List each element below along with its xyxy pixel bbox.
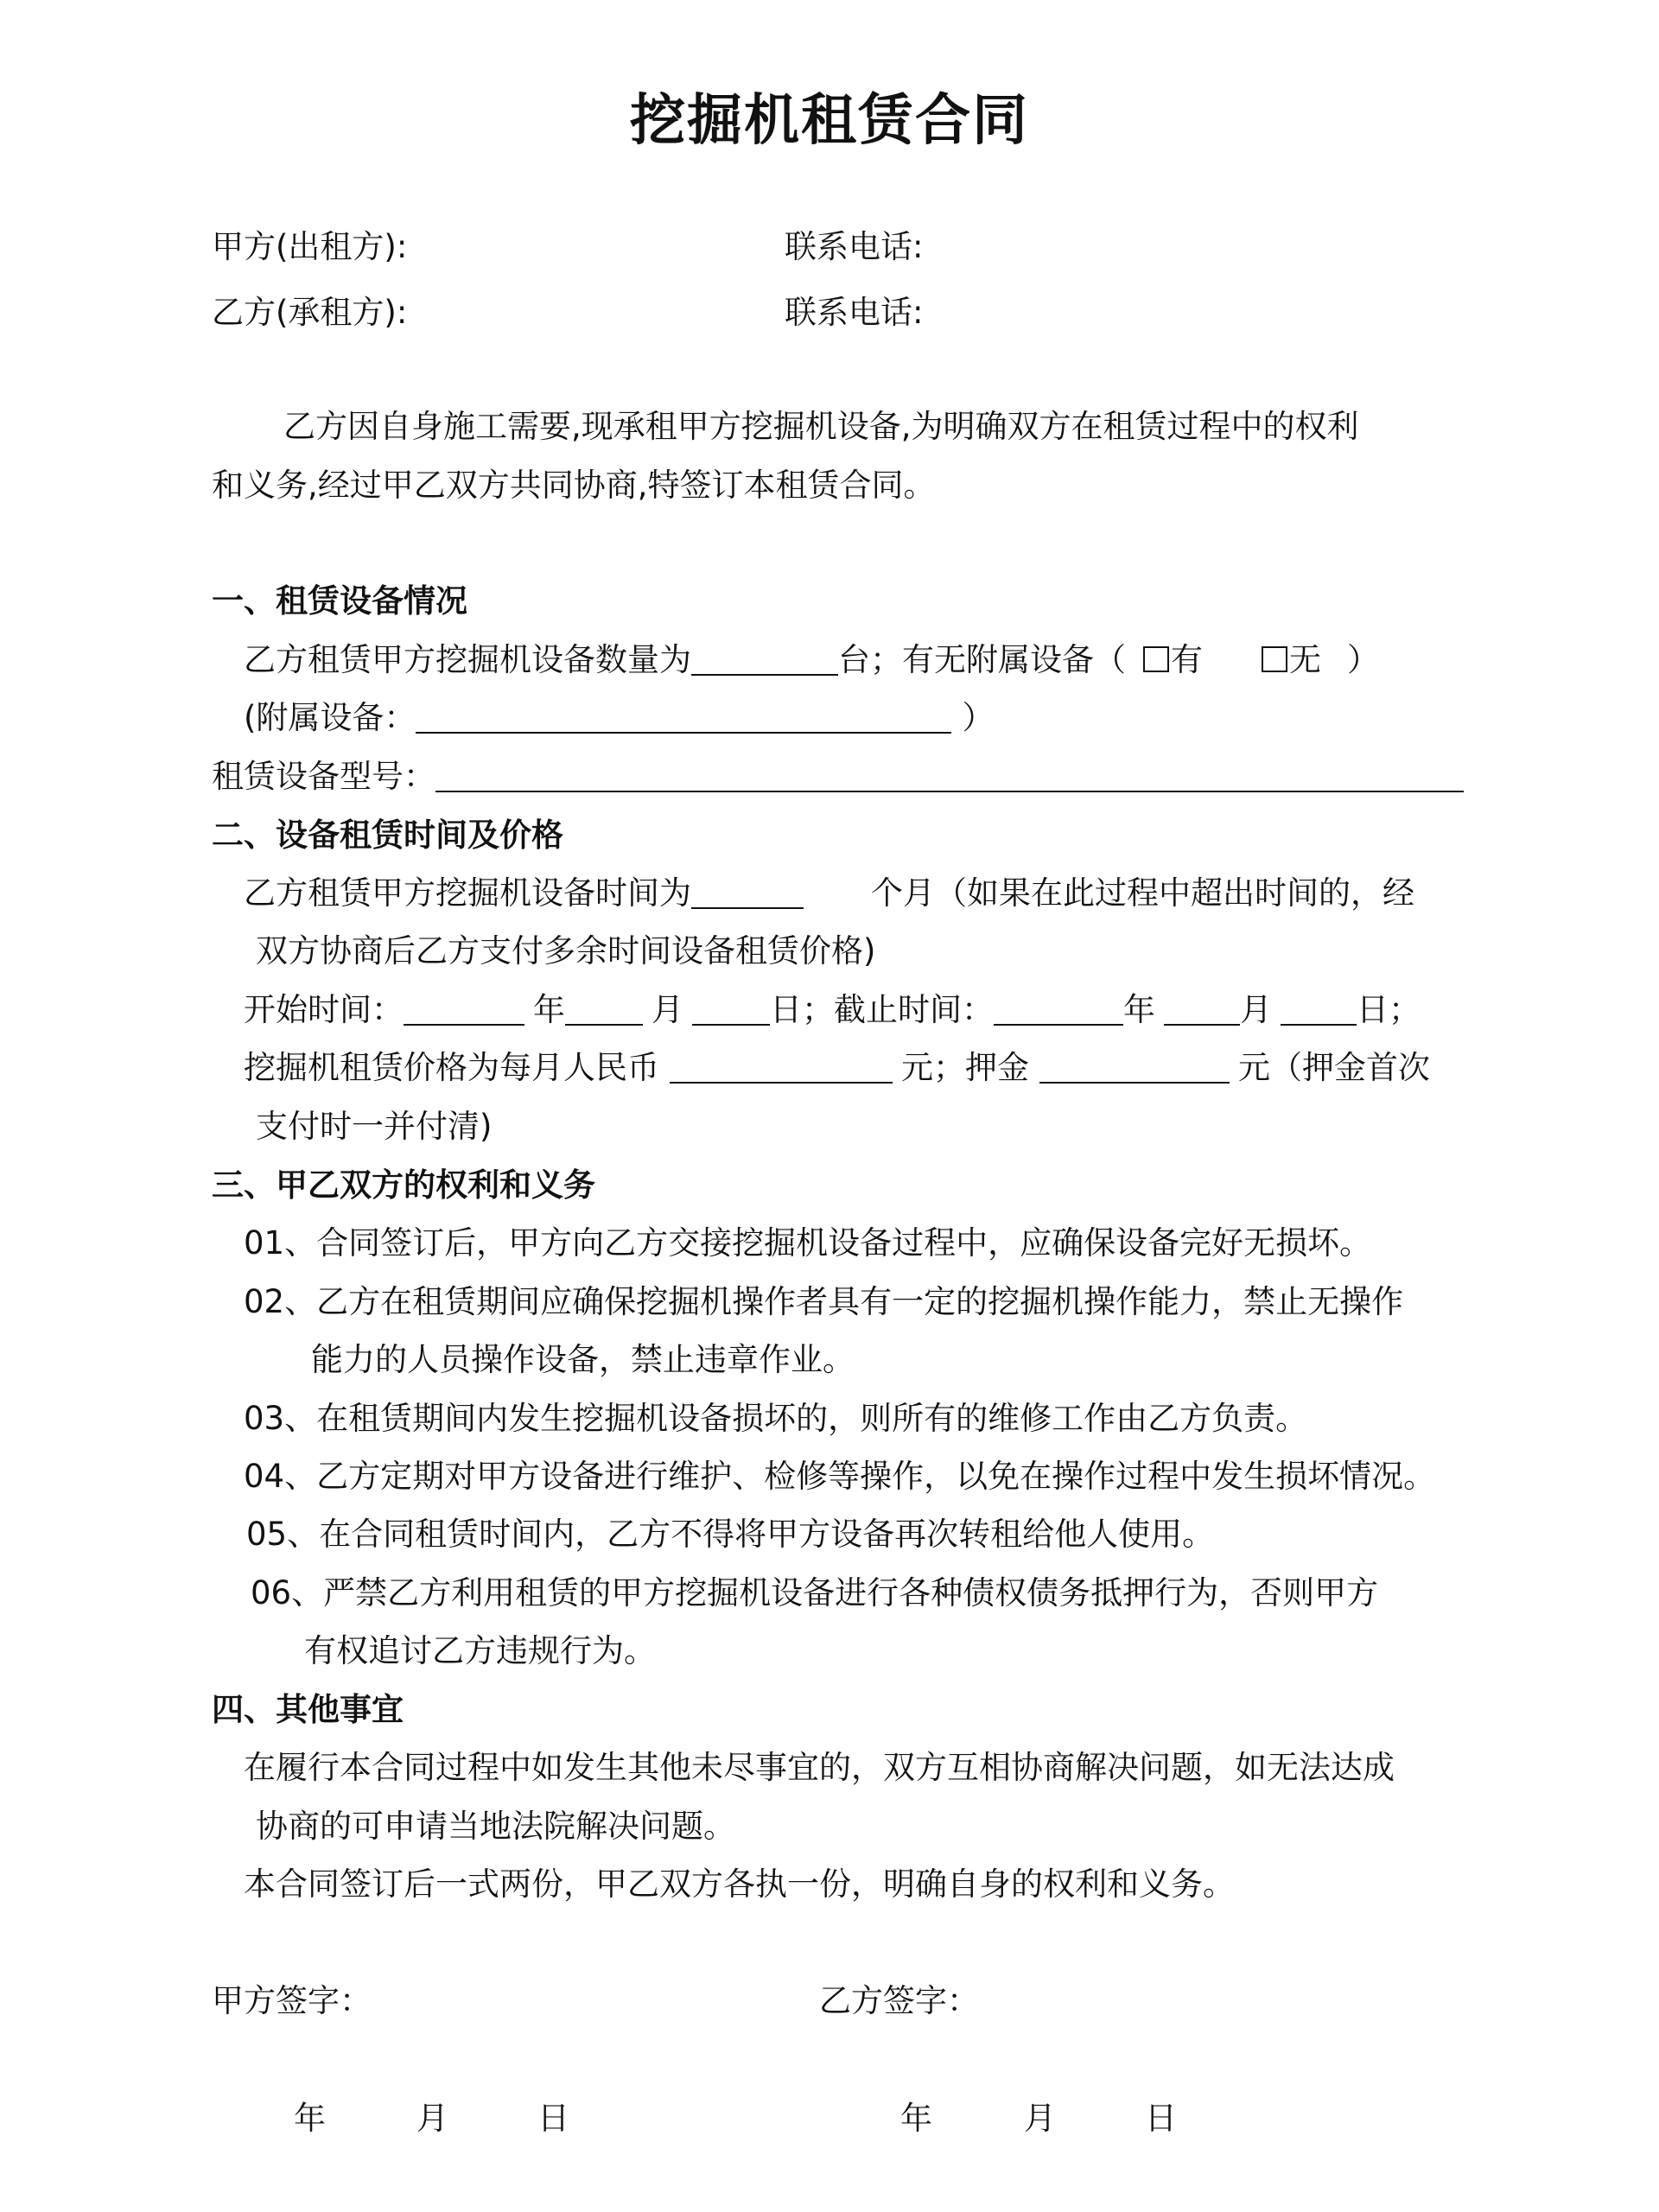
quantity-blank bbox=[691, 643, 838, 676]
model-label: 租赁设备型号： bbox=[212, 758, 435, 795]
attachment-yes-label: 有 bbox=[1171, 641, 1203, 678]
attachment-no-checkbox bbox=[1262, 646, 1287, 672]
deposit-blank bbox=[1039, 1051, 1230, 1084]
end-month: 月 bbox=[1240, 991, 1272, 1028]
clause-02-continued: 能力的人员操作设备，禁止违章作业。 bbox=[311, 1341, 855, 1378]
duration-line-2: 双方协商后乙方支付多余时间设备租赁价格) bbox=[256, 932, 876, 969]
party-a-sign-month: 月 bbox=[416, 2100, 448, 2137]
party-b-sign-year: 年 bbox=[900, 2100, 932, 2137]
start-day: 日； bbox=[770, 991, 834, 1028]
party-a-signature-label: 甲方签字： bbox=[212, 1982, 372, 2019]
monthly-price-blank bbox=[670, 1051, 893, 1084]
clause-02: 02、乙方在租赁期间应确保挖掘机操作者具有一定的挖掘机操作能力，禁止无操作 bbox=[244, 1283, 1404, 1320]
price-yuan: 元；押金 bbox=[901, 1049, 1029, 1086]
model-blank bbox=[435, 760, 1464, 792]
other-matters-line-2: 协商的可申请当地法院解决问题。 bbox=[256, 1808, 735, 1845]
clause-06: 06、严禁乙方利用租赁的甲方挖掘机设备进行各种债权债务抵押行为，否则甲方 bbox=[251, 1574, 1379, 1611]
date-range-line bbox=[244, 989, 1421, 1031]
equipment-quantity-line bbox=[244, 639, 1379, 681]
section-2-heading: 二、设备租赁时间及价格 bbox=[212, 817, 563, 854]
attach-suffix: ） bbox=[962, 699, 995, 736]
deposit-suffix: 元（押金首次 bbox=[1238, 1049, 1430, 1086]
section-3-heading: 三、甲乙双方的权利和义务 bbox=[212, 1166, 595, 1204]
end-day-blank bbox=[1281, 993, 1357, 1026]
clause-04: 04、乙方定期对甲方设备进行维护、检修等操作，以免在操作过程中发生损坏情况。 bbox=[244, 1458, 1436, 1495]
price-prefix: 挖掘机租赁价格为每月人民币 bbox=[244, 1049, 659, 1086]
attachment-no-label: 无 bbox=[1289, 641, 1321, 678]
party-a-sign-year: 年 bbox=[294, 2100, 326, 2137]
clause-05: 05、在合同租赁时间内，乙方不得将甲方设备再次转租给他人使用。 bbox=[246, 1516, 1215, 1553]
party-a-sign-day: 日 bbox=[537, 2100, 569, 2137]
clause-03: 03、在租赁期间内发生挖掘机设备损坏的，则所有的维修工作由乙方负责。 bbox=[244, 1400, 1308, 1437]
other-matters-line-1: 在履行本合同过程中如发生其他未尽事宜的，双方互相协商解决问题，如无法达成 bbox=[244, 1749, 1395, 1786]
price-line-2: 支付时一并付清) bbox=[256, 1108, 493, 1145]
qty-suffix: 台；有无附属设备（ bbox=[838, 641, 1126, 678]
start-day-blank bbox=[692, 993, 770, 1026]
start-month: 月 bbox=[652, 991, 683, 1028]
qty-prefix: 乙方租赁甲方挖掘机设备数量为 bbox=[244, 641, 691, 678]
party-b-sign-month: 月 bbox=[1024, 2100, 1056, 2137]
attachment-blank bbox=[416, 701, 951, 734]
party-b-sign-day: 日 bbox=[1145, 2100, 1177, 2137]
clause-01: 01、合同签订后，甲方向乙方交接挖掘机设备过程中，应确保设备完好无损坏。 bbox=[244, 1224, 1372, 1262]
start-month-blank bbox=[565, 993, 643, 1026]
page-title: 挖掘机租赁合同 bbox=[630, 89, 1029, 153]
party-b-label: 乙方(承租方): bbox=[212, 294, 408, 331]
section-1-heading: 一、租赁设备情况 bbox=[212, 582, 467, 620]
start-year-blank bbox=[404, 993, 524, 1026]
price-line bbox=[244, 1047, 1430, 1089]
party-b-signature-label: 乙方签字： bbox=[819, 1982, 979, 2019]
start-year: 年 bbox=[533, 991, 565, 1028]
duration-suffix: 个月（如果在此过程中超出时间的，经 bbox=[871, 874, 1414, 912]
attachment-line bbox=[244, 697, 994, 739]
end-year: 年 bbox=[1123, 991, 1155, 1028]
duration-prefix: 乙方租赁甲方挖掘机设备时间为 bbox=[244, 874, 691, 912]
end-label: 截止时间： bbox=[834, 991, 994, 1028]
end-month-blank bbox=[1164, 993, 1240, 1026]
attach-prefix: (附属设备： bbox=[244, 699, 416, 736]
party-b-phone-label: 联系电话: bbox=[785, 294, 924, 331]
end-year-blank bbox=[994, 993, 1123, 1026]
party-a-label: 甲方(出租方): bbox=[212, 228, 408, 265]
end-day: 日； bbox=[1357, 991, 1421, 1028]
other-matters-line-3: 本合同签订后一式两份，甲乙双方各执一份，明确自身的权利和义务。 bbox=[244, 1866, 1235, 1903]
intro-line-1: 乙方因自身施工需要,现承租甲方挖掘机设备,为明确双方在租赁过程中的权利 bbox=[283, 408, 1359, 445]
attachment-yes-checkbox bbox=[1143, 646, 1169, 672]
model-line bbox=[212, 756, 1464, 798]
duration-line bbox=[244, 873, 1414, 914]
party-a-phone-label: 联系电话: bbox=[785, 228, 924, 265]
start-label: 开始时间： bbox=[244, 991, 404, 1028]
close-paren: ） bbox=[1347, 641, 1379, 678]
intro-line-2: 和义务,经过甲乙双方共同协商,特签订本租赁合同。 bbox=[212, 467, 936, 504]
clause-06-continued: 有权追讨乙方违规行为。 bbox=[304, 1632, 656, 1669]
section-4-heading: 四、其他事宜 bbox=[212, 1691, 404, 1728]
duration-blank bbox=[691, 876, 804, 909]
